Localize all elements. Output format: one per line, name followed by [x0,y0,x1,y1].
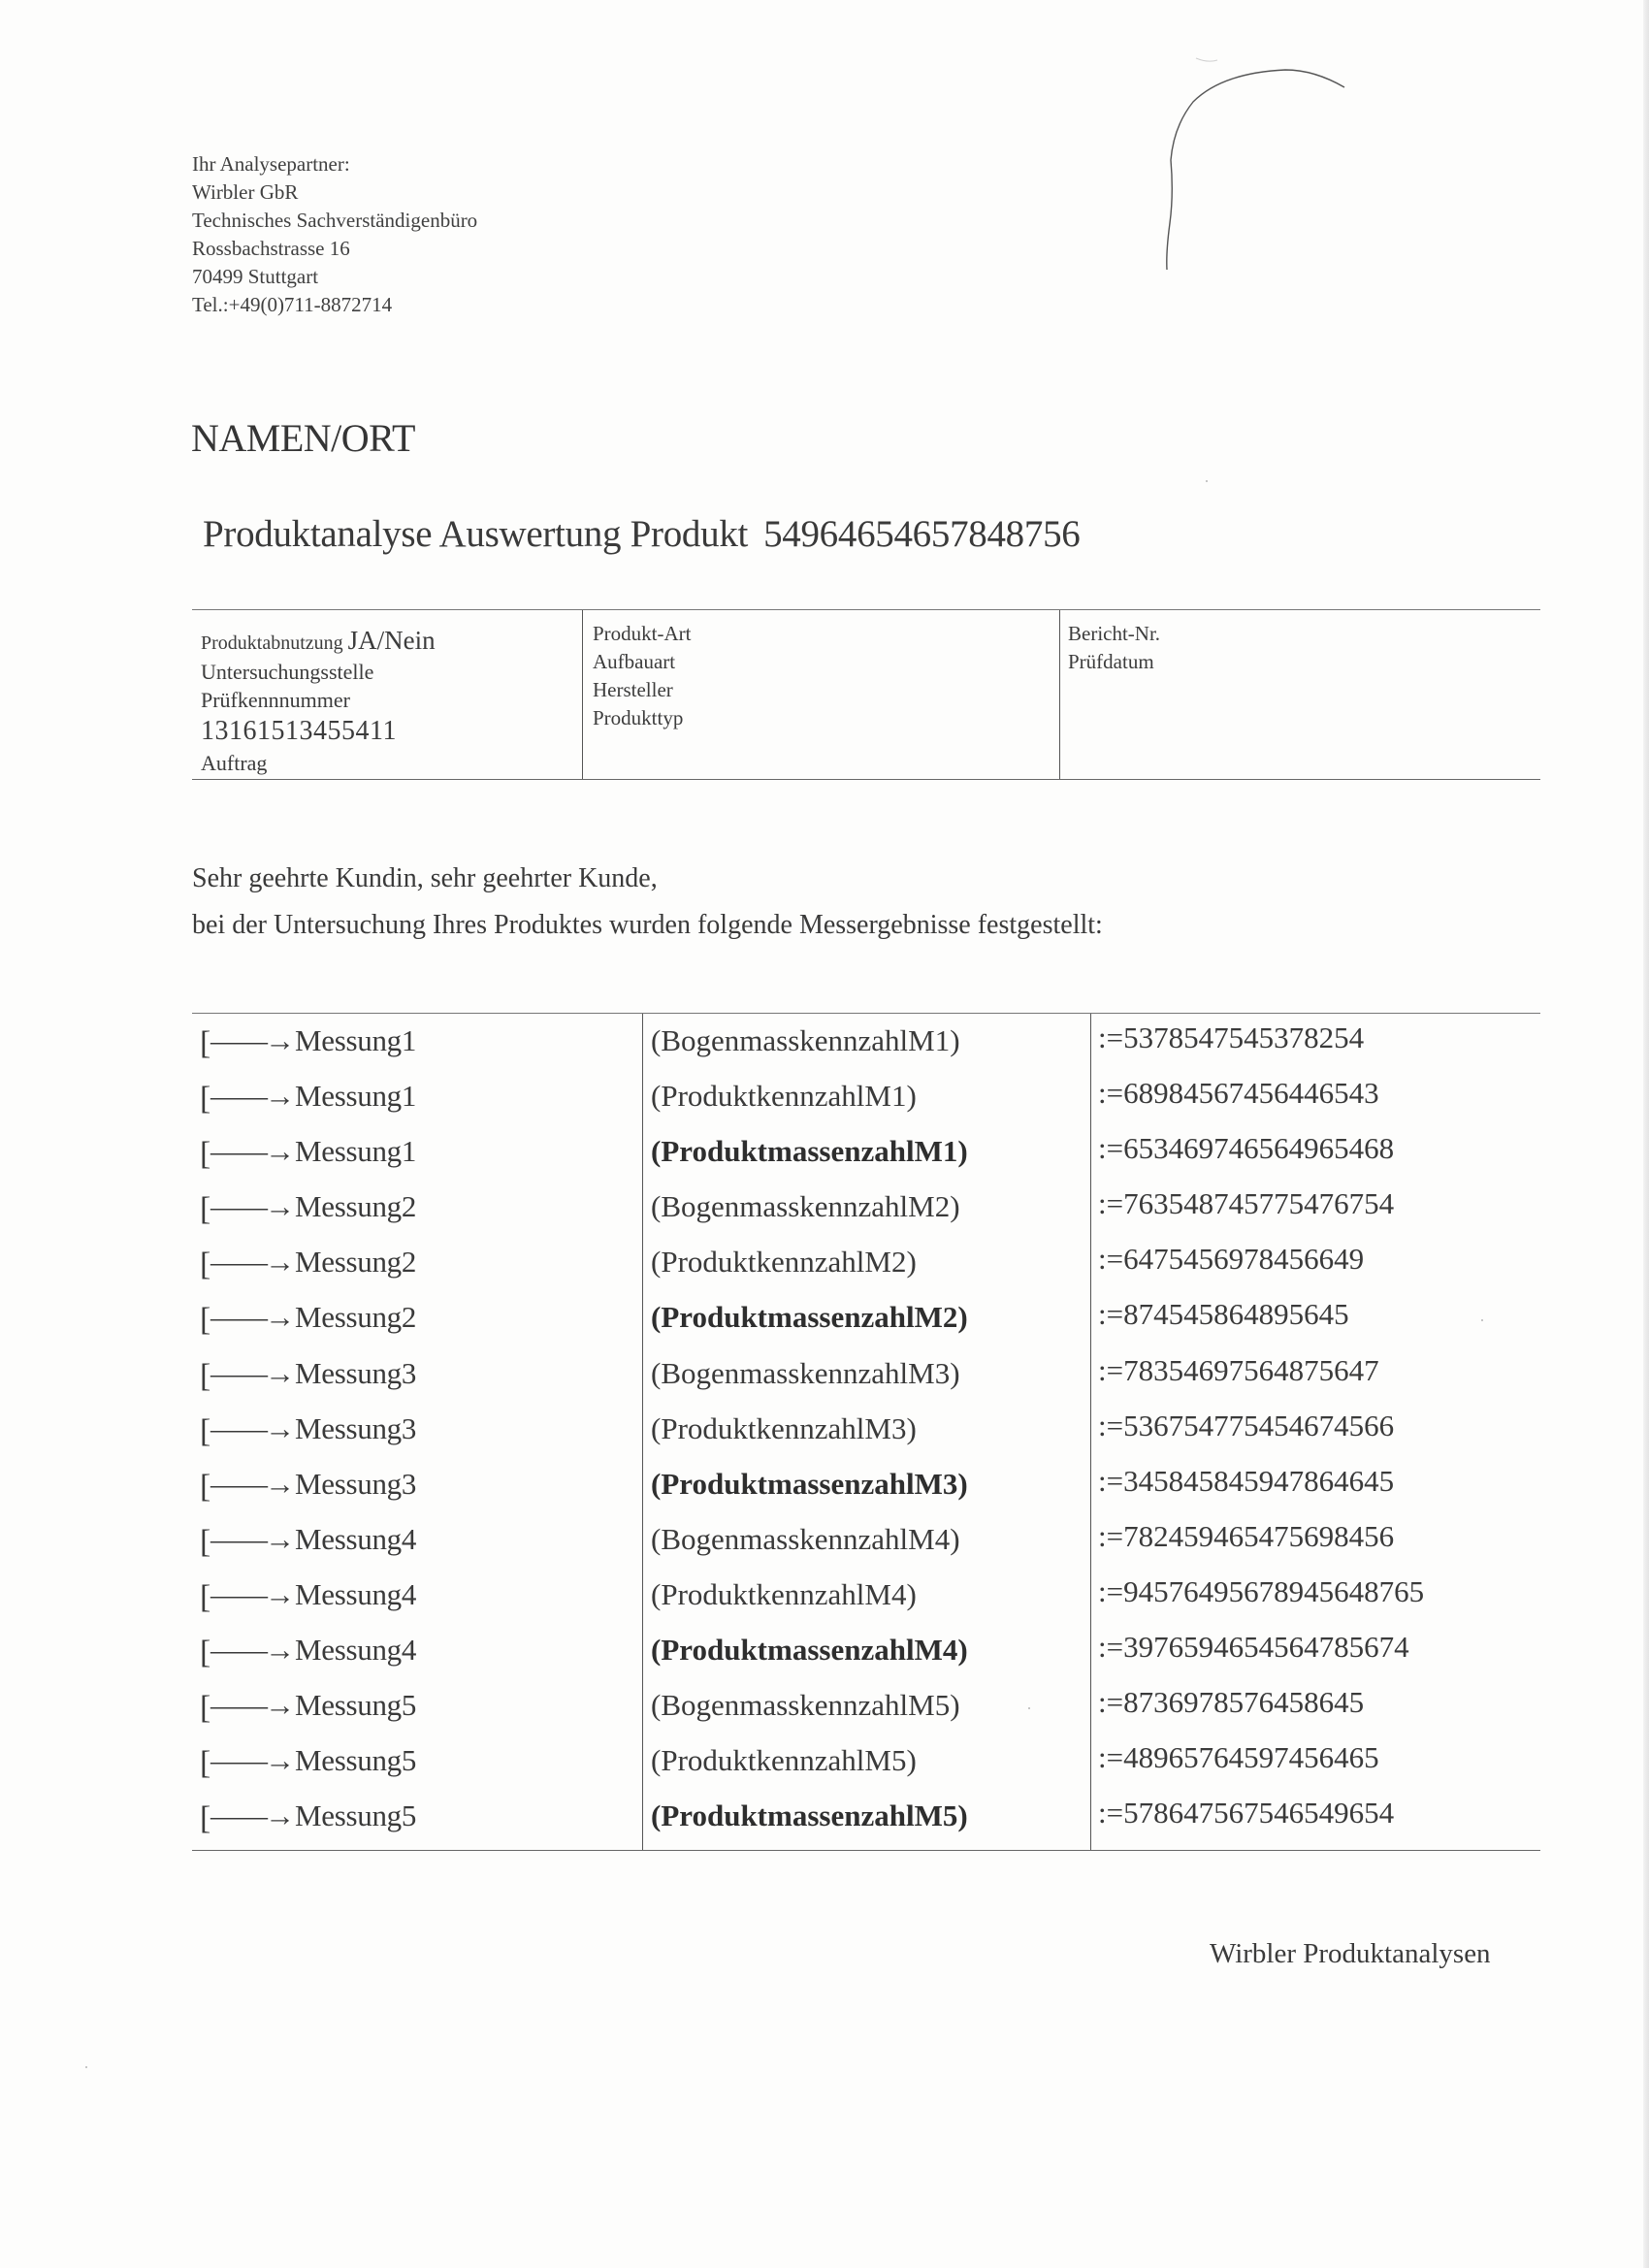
aufbauart-label: Aufbauart [593,650,676,673]
info-table [192,609,1540,780]
measurement-label: Messung2 [295,1245,417,1280]
result-parameter-cell: (ProduktmassenzahlM4) [651,1633,968,1668]
measurement-label: Messung3 [295,1355,417,1390]
untersuchungsstelle-label: Untersuchungsstelle [201,660,374,684]
measurement-label: Messung5 [295,1743,417,1778]
result-parameter-cell: (ProduktkennzahlM4) [651,1576,917,1611]
abnutzung-label: Produktabnutzung [201,632,343,654]
result-value-cell: :=48965764597456465 [1098,1740,1379,1775]
arrow-right-icon: ——→ [210,1633,293,1668]
bracket-glyph: [ [200,1690,211,1727]
result-value-cell: :=78354697564875647 [1098,1352,1379,1387]
result-parameter-cell: (ProduktmassenzahlM1) [651,1134,968,1169]
result-value-cell: :=536754775454674566 [1098,1408,1395,1442]
auftrag-label: Auftrag [201,751,268,775]
result-parameter-cell: (ProduktkennzahlM5) [651,1743,917,1778]
bracket-glyph: [ [200,1025,211,1061]
result-parameter-cell: (ProduktmassenzahlM2) [651,1300,968,1335]
result-measurement-cell [200,1736,642,1792]
bracket-glyph: [ [200,1302,211,1339]
pruefkennnummer-label: Prüfkennnummer [201,688,350,712]
result-measurement-cell [200,1293,642,1348]
sender-line: Tel.:+49(0)711-8872714 [192,293,393,316]
results-table [192,1013,1540,1851]
pruefdatum-label: Prüfdatum [1068,650,1154,673]
scan-speck [1481,1319,1483,1321]
parameter-column [643,1014,1091,1850]
result-parameter-cell: (BogenmasskennzahlM2) [651,1189,960,1224]
bracket-glyph: [ [200,1136,211,1173]
result-parameter-cell: (BogenmasskennzahlM1) [651,1023,960,1057]
bracket-glyph: [ [200,1247,211,1283]
result-measurement-cell [200,1072,642,1127]
measurement-label: Messung4 [295,1576,417,1611]
measurement-label: Messung1 [295,1079,417,1114]
measurement-column [192,1014,643,1850]
arrow-right-icon: ——→ [210,1023,293,1057]
result-measurement-cell [200,1183,642,1238]
result-value-cell: :=5378547545378254 [1098,1021,1365,1054]
scan-speck [1028,1707,1030,1709]
measurement-label: Messung3 [295,1466,417,1501]
sender-address-block [192,150,477,319]
result-value-cell: :=3976594654564785674 [1098,1630,1409,1665]
result-measurement-cell [200,1515,642,1571]
bracket-glyph: [ [200,1412,211,1449]
arrow-right-icon: ——→ [210,1410,293,1445]
result-value-cell: :=763548745775476754 [1098,1186,1395,1221]
measurement-label: Messung1 [295,1023,417,1057]
result-value-cell: :=578647567546549654 [1098,1796,1395,1831]
result-value-cell: :=345845845947864645 [1098,1463,1395,1498]
abnutzung-row [201,626,582,658]
arrow-right-icon: ——→ [210,1688,293,1723]
sender-line: Rossbachstrasse 16 [192,237,350,260]
result-measurement-cell [200,1405,642,1460]
produkttyp-label: Produkttyp [593,706,684,729]
sender-line: Technisches Sachverständigenbüro [192,209,478,232]
bracket-glyph: [ [200,1578,211,1615]
measurement-label: Messung4 [295,1633,417,1668]
salutation: Sehr geehrte Kundin, sehr geehrter Kunde, [192,863,658,893]
result-value-cell: :=9457649567894564876​5 [1098,1573,1425,1608]
result-parameter-cell: (BogenmasskennzahlM4) [651,1521,960,1556]
result-value-cell: :=782459465475698456 [1098,1518,1395,1553]
result-value-cell: :=874545864895645 [1098,1297,1349,1332]
result-value-cell: :=653469746564965468 [1098,1131,1395,1166]
sender-line: Wirbler GbR [192,180,299,204]
scan-page-edge [1643,0,1649,2268]
arrow-right-icon: ——→ [210,1466,293,1501]
bericht-nr-label: Bericht-Nr. [1068,622,1161,645]
result-parameter-cell: (BogenmasskennzahlM3) [651,1355,960,1390]
result-measurement-cell [200,1238,642,1293]
document-title [203,512,1080,556]
measurement-label: Messung2 [295,1189,417,1224]
title-text: Produktanalyse Auswertung Produkt [203,513,749,555]
result-measurement-cell [200,1460,642,1515]
greeting-block [192,856,1103,949]
result-measurement-cell [200,1626,642,1681]
arrow-right-icon: ——→ [210,1521,293,1556]
result-value-cell: :=8736978576458645 [1098,1685,1365,1720]
info-column-product [583,610,1060,779]
bracket-glyph: [ [200,1635,211,1671]
recipient-placeholder: NAMEN/ORT [191,416,415,460]
arrow-right-icon: ——→ [210,1079,293,1114]
measurement-label: Messung3 [295,1410,417,1445]
arrow-right-icon: ——→ [210,1134,293,1169]
arrow-right-icon: ——→ [210,1798,293,1833]
abnutzung-value: JA/Nein [347,626,436,655]
arrow-right-icon: ——→ [210,1743,293,1778]
produkt-art-label: Produkt-Art [593,622,692,645]
result-value-cell: :=6475456978456649 [1098,1242,1365,1277]
result-measurement-cell [200,1017,642,1072]
scan-speck [85,2066,87,2068]
result-measurement-cell [200,1571,642,1626]
result-measurement-cell [200,1792,642,1847]
result-measurement-cell [200,1349,642,1405]
result-parameter-cell: (ProduktkennzahlM3) [651,1410,917,1445]
info-column-report [1060,610,1540,779]
bracket-glyph: [ [200,1357,211,1394]
signature: Wirbler Produktanalysen [1210,1938,1491,1969]
bracket-glyph: [ [200,1800,211,1837]
result-value-cell: :=68984567456446543 [1098,1076,1379,1111]
bracket-glyph: [ [200,1081,211,1118]
result-parameter-cell: (ProduktkennzahlM1) [651,1079,917,1114]
pruefkennnummer-value: 13161513455411 [201,716,397,746]
value-column [1091,1014,1540,1850]
bracket-glyph: [ [200,1745,211,1782]
bracket-glyph: [ [200,1191,211,1228]
arrow-right-icon: ——→ [210,1189,293,1224]
arrow-right-icon: ——→ [210,1300,293,1335]
hersteller-label: Hersteller [593,678,673,701]
sender-line: 70499 Stuttgart [192,265,319,288]
measurement-label: Messung1 [295,1134,417,1169]
result-parameter-cell: (ProduktkennzahlM2) [651,1245,917,1280]
sender-line: Ihr Analysepartner: [192,152,350,176]
bracket-glyph: [ [200,1523,211,1560]
product-number: 54964654657848756 [763,513,1081,555]
measurement-label: Messung5 [295,1688,417,1723]
intro-sentence: bei der Untersuchung Ihres Produktes wurden folgende Messergebnisse festgestellt: [192,910,1103,940]
arrow-right-icon: ——→ [210,1355,293,1390]
bracket-glyph: [ [200,1468,211,1505]
measurement-label: Messung5 [295,1798,417,1833]
scan-speck [1206,480,1208,482]
result-parameter-cell: (ProduktmassenzahlM3) [651,1466,968,1501]
info-column-inspection [192,610,583,779]
measurement-label: Messung4 [295,1521,417,1556]
result-measurement-cell [200,1127,642,1183]
result-parameter-cell: (BogenmasskennzahlM5) [651,1688,960,1723]
result-measurement-cell [200,1681,642,1736]
measurement-label: Messung2 [295,1300,417,1335]
result-parameter-cell: (ProduktmassenzahlM5) [651,1798,968,1833]
arrow-right-icon: ——→ [210,1245,293,1280]
pen-stroke-mark [1116,49,1377,291]
arrow-right-icon: ——→ [210,1576,293,1611]
